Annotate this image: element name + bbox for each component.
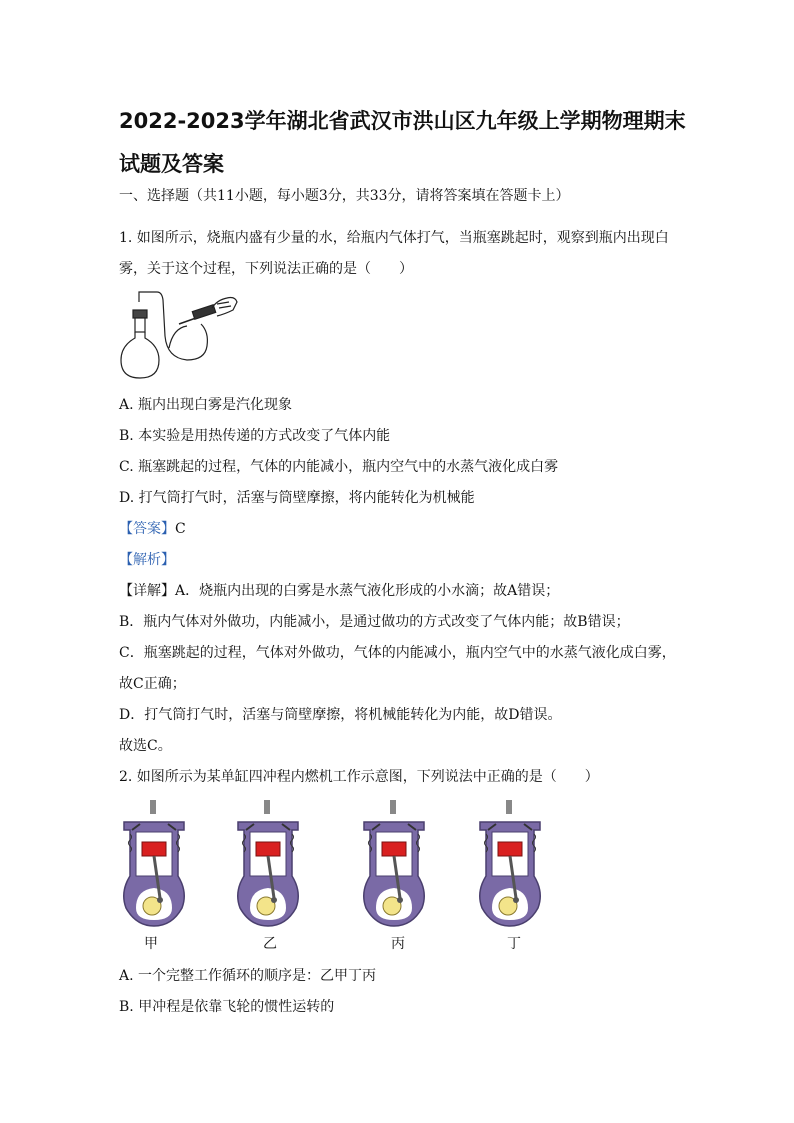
q1-option-a: A. 瓶内出现白雾是汽化现象 bbox=[119, 397, 293, 413]
engine-strokes-figure bbox=[118, 800, 678, 930]
flask-pump-figure bbox=[117, 288, 242, 380]
q1-stem-line-2: 雾，关于这个过程，下列说法正确的是（ ） bbox=[119, 261, 413, 277]
q1-answer bbox=[119, 519, 186, 539]
q1-detail-line-4: 故C正确； bbox=[119, 676, 186, 692]
q1-conclusion: 故选C。 bbox=[119, 738, 172, 754]
q1-option-b: B. 本实验是用热传递的方式改变了气体内能 bbox=[119, 428, 391, 444]
q1-detail-line-3: C．瓶塞跳起的过程，气体对外做功，气体的内能减小，瓶内空气中的水蒸气液化成白雾， bbox=[119, 645, 676, 661]
q1-option-c: C. 瓶塞跳起的过程，气体的内能减小，瓶内空气中的水蒸气液化成白雾 bbox=[119, 459, 559, 475]
q1-detail-line-1 bbox=[119, 581, 559, 601]
q1-detail-line-2: B．瓶内气体对外做功，内能减小，是通过做功的方式改变了气体内能；故B错误； bbox=[119, 614, 630, 630]
q1-option-d: D. 打气筒打气时，活塞与筒壁摩擦，将内能转化为机械能 bbox=[119, 490, 475, 506]
detail-text-1: A．烧瓶内出现的白雾是水蒸气液化形成的小水滴；故A错误； bbox=[175, 583, 560, 599]
engine-caption-bing: 丙 bbox=[391, 936, 405, 952]
document-title: 2022-2023学年湖北省武汉市洪山区九年级上学期物理期末试题及答案 bbox=[119, 109, 686, 176]
answer-tag: 【答案】 bbox=[119, 521, 175, 537]
engine-caption-ding: 丁 bbox=[507, 936, 521, 952]
section-heading: 一、选择题（共11小题，每小题3分，共33分，请将答案填在答题卡上） bbox=[119, 188, 570, 204]
engine-caption-yi: 乙 bbox=[263, 936, 277, 952]
engine-caption-jia: 甲 bbox=[144, 936, 158, 952]
q2-option-a: A. 一个完整工作循环的顺序是：乙甲丁丙 bbox=[119, 968, 377, 984]
q2-option-b: B. 甲冲程是依靠飞轮的惯性运转的 bbox=[119, 999, 335, 1015]
answer-value: C bbox=[175, 521, 186, 537]
q2-stem: 2. 如图所示为某单缸四冲程内燃机工作示意图，下列说法中正确的是（ ） bbox=[119, 769, 599, 785]
q1-analysis-tag bbox=[119, 550, 175, 570]
detail-tag: 【详解】 bbox=[119, 583, 175, 599]
q1-detail-line-5: D．打气筒打气时，活塞与筒壁摩擦，将机械能转化为内能，故D错误。 bbox=[119, 707, 562, 723]
q1-stem-line-1: 1. 如图所示，烧瓶内盛有少量的水，给瓶内气体打气，当瓶塞跳起时，观察到瓶内出现白 bbox=[119, 230, 669, 246]
analysis-tag: 【解析】 bbox=[119, 552, 175, 568]
